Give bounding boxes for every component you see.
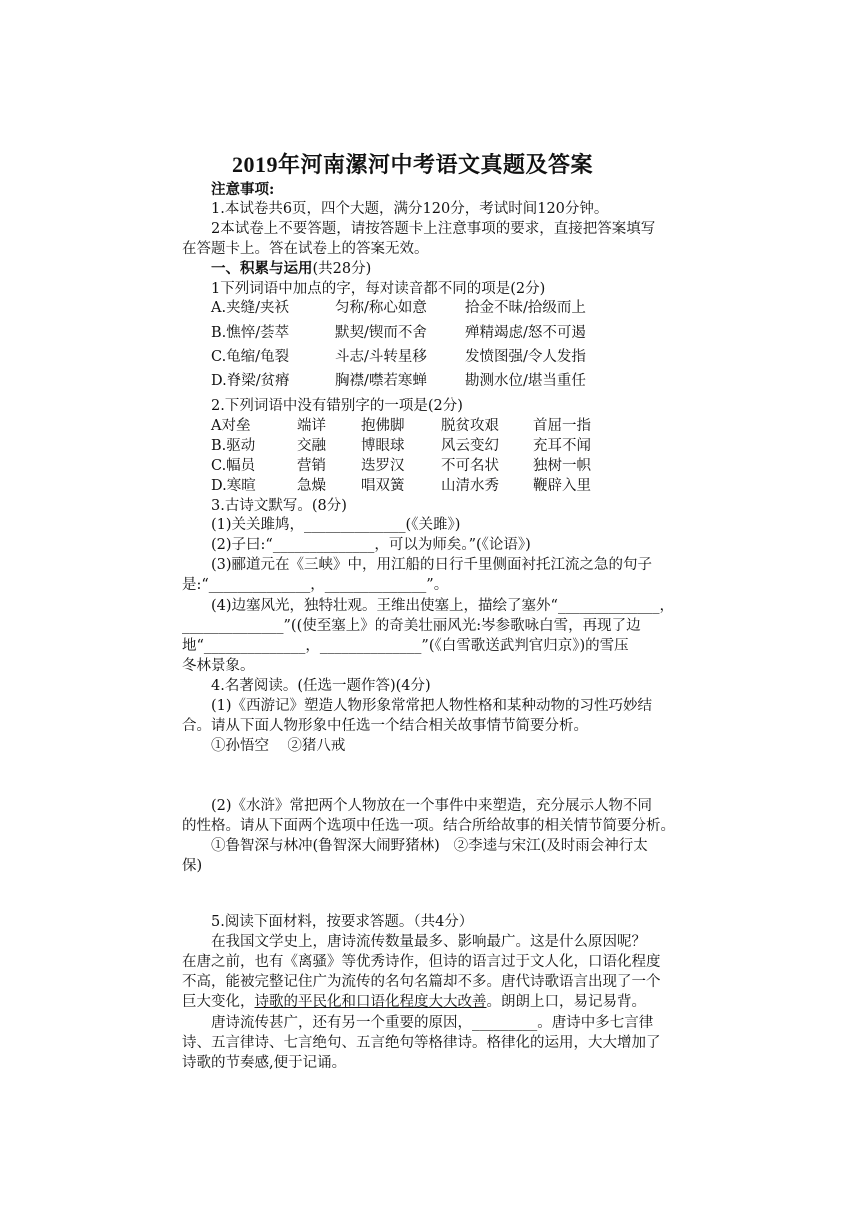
q2-option-b-w5: 充耳不闻 xyxy=(533,438,591,454)
q1-stem: 1下列词语中加点的字，每对读音都不同的项是(2分) xyxy=(211,281,546,297)
notice-heading: 注意事项: xyxy=(211,181,275,198)
q2-option-d-w5: 鞭辟入里 xyxy=(533,478,591,494)
q3-sub-4d: 冬林景象。 xyxy=(182,658,255,674)
q4-part2-b: 的性格。请从下面两个选项中任选一项。结合所给故事的相关情节简要分析。 xyxy=(182,818,675,834)
q2-option-a-w3: 抱佛脚 xyxy=(361,418,405,434)
q5-underlined-sentence: 诗歌的平民化和口语化程度大大改善 xyxy=(254,994,487,1010)
q5-para1-line4-pre: 巨大变化， xyxy=(182,994,255,1010)
q5-para1-line3: 不高，能被完整记住广为流传的名句名篇却不多。唐代诗歌语言出现了一个 xyxy=(182,974,661,990)
q4-part1-a: (1)《西游记》塑造人物形象常常把人物性格和某种动物的习性巧妙结 xyxy=(211,698,653,714)
q4-part1-b: 合。请从下面人物形象中任选一个结合相关故事情节简要分析。 xyxy=(182,718,588,734)
q1-option-d-col3: 勘测水位/堪当重任 xyxy=(465,373,586,389)
q1-option-a-col3: 拾金不昧/拾级而上 xyxy=(465,300,586,316)
q4-part2-c: ①鲁智深与林冲(鲁智深大闹野猪林) ②李逵与宋江(及时雨会神行太 xyxy=(211,838,648,854)
q5-para1-line2: 在唐之前，也有《离骚》等优秀诗作，但诗的语言过于文人化，口语化程度 xyxy=(182,954,661,970)
q2-option-c-w5: 独树一帜 xyxy=(533,458,591,474)
q1-option-c-col1: C.龟缩/龟裂 xyxy=(211,349,290,365)
q2-stem: 2.下列词语中没有错别字的一项是(2分) xyxy=(211,398,463,414)
q4-part2-d: 保) xyxy=(182,858,203,874)
q2-option-d-w1: D.寒暄 xyxy=(211,478,256,494)
q5-stem: 5.阅读下面材料，按要求答题。（共4分） xyxy=(211,914,474,930)
q2-option-a-w1: A对垒 xyxy=(211,418,251,434)
q2-option-b-w3: 博眼球 xyxy=(361,438,405,454)
q5-para2-line1: 唐诗流传甚广，还有另一个重要的原因，_________。唐诗中多七言律 xyxy=(211,1015,654,1031)
q2-option-d-w4: 山清水秀 xyxy=(441,478,499,494)
notice-item-2b: 在答题卡上。答在试卷上的答案无效。 xyxy=(182,241,429,257)
q5-para2-line2: 诗、五言律诗、七言绝句、五言绝句等格律诗。格律化的运用，大大增加了 xyxy=(182,1035,661,1051)
section-1-score: (共28分) xyxy=(312,261,372,277)
q1-option-c-col3: 发愤图强/令人发指 xyxy=(465,349,586,365)
q1-option-b-col1: B.憔悴/荟萃 xyxy=(211,325,290,341)
notice-item-2a: 2本试卷上不要答题，请按答题卡上注意事项的要求，直接把答案填写 xyxy=(211,221,656,237)
q4-part2-a: (2)《水浒》常把两个人物放在一个事件中来塑造，充分展示人物不同 xyxy=(211,798,653,814)
q2-option-a-w4: 脱贫攻艰 xyxy=(441,418,499,434)
q1-option-d-col1: D.脊梁/贫瘠 xyxy=(211,373,290,389)
q3-stem: 3.古诗文默写。(8分) xyxy=(211,498,347,514)
q2-option-c-w3: 迭罗汉 xyxy=(361,458,405,474)
q2-option-b-w2: 交融 xyxy=(297,438,326,454)
q1-option-d-col2: 胸襟/噤若寒蝉 xyxy=(335,373,427,389)
q5-para1-line4 xyxy=(182,993,646,1011)
q1-option-b-col3: 殚精竭虑/怒不可遏 xyxy=(465,325,586,341)
q3-sub-4b: ______________”((使至塞上》的奇美壮丽风光:岑参歌咏白雪，再现了边 xyxy=(182,618,641,634)
q3-sub-3a: (3)郦道元在《三峡》中，用江船的日行千里侧面衬托江流之急的句子 xyxy=(211,557,653,573)
q2-option-a-w2: 端详 xyxy=(297,418,326,434)
q4-part1-options: ①孙悟空 ②猪八戒 xyxy=(211,738,346,754)
q1-option-a-col2: 匀称/称心如意 xyxy=(335,300,427,316)
q2-option-b-w4: 风云变幻 xyxy=(441,438,499,454)
q1-option-b-col2: 默契/锲而不舍 xyxy=(335,325,427,341)
q5-para1-line1: 在我国文学史上，唐诗流传数量最多、影响最广。这是什么原因呢？ xyxy=(211,934,646,950)
q3-sub-4a: (4)边塞风光，独特壮观。王维出使塞上，描绘了塞外“______________， xyxy=(211,598,674,614)
q2-option-d-w3: 唱双簧 xyxy=(361,478,405,494)
q2-option-c-w4: 不可名状 xyxy=(441,458,499,474)
q1-option-c-col2: 斗志/斗转星移 xyxy=(335,349,427,365)
q5-para1-line4-post: 。朗朗上口，易记易背。 xyxy=(486,994,646,1010)
section-1-heading xyxy=(211,260,371,278)
q2-option-d-w2: 急燥 xyxy=(297,478,326,494)
q3-sub-1: (1)关关雎鸠，______________(《关雎》) xyxy=(211,517,461,533)
q2-option-b-w1: B.驱动 xyxy=(211,438,256,454)
q3-sub-4c: 地“______________，______________”(《白雪歌送武判官归京》)的雪压 xyxy=(182,638,629,654)
q3-sub-2: (2)子曰:“______________，可以为师矣。”(《论语》) xyxy=(211,537,531,553)
q1-option-a-col1: A.夹缝/夹袄 xyxy=(211,300,289,316)
q3-sub-3b: 是:“______________，______________”。 xyxy=(182,577,449,593)
q2-option-a-w5: 首屈一指 xyxy=(533,418,591,434)
section-1-title: 一、积累与运用 xyxy=(211,260,313,277)
page-title: 2019年河南漯河中考语文真题及答案 xyxy=(232,152,594,177)
notice-item-1: 1.本试卷共6页，四个大题，满分120分，考试时间120分钟。 xyxy=(211,201,609,217)
q5-para2-line3: 诗歌的节奏感,便于记诵。 xyxy=(182,1055,347,1071)
q2-option-c-w2: 营销 xyxy=(297,458,326,474)
q4-stem: 4.名著阅读。(任选一题作答)(4分) xyxy=(211,678,431,694)
q2-option-c-w1: C.幅员 xyxy=(211,458,256,474)
